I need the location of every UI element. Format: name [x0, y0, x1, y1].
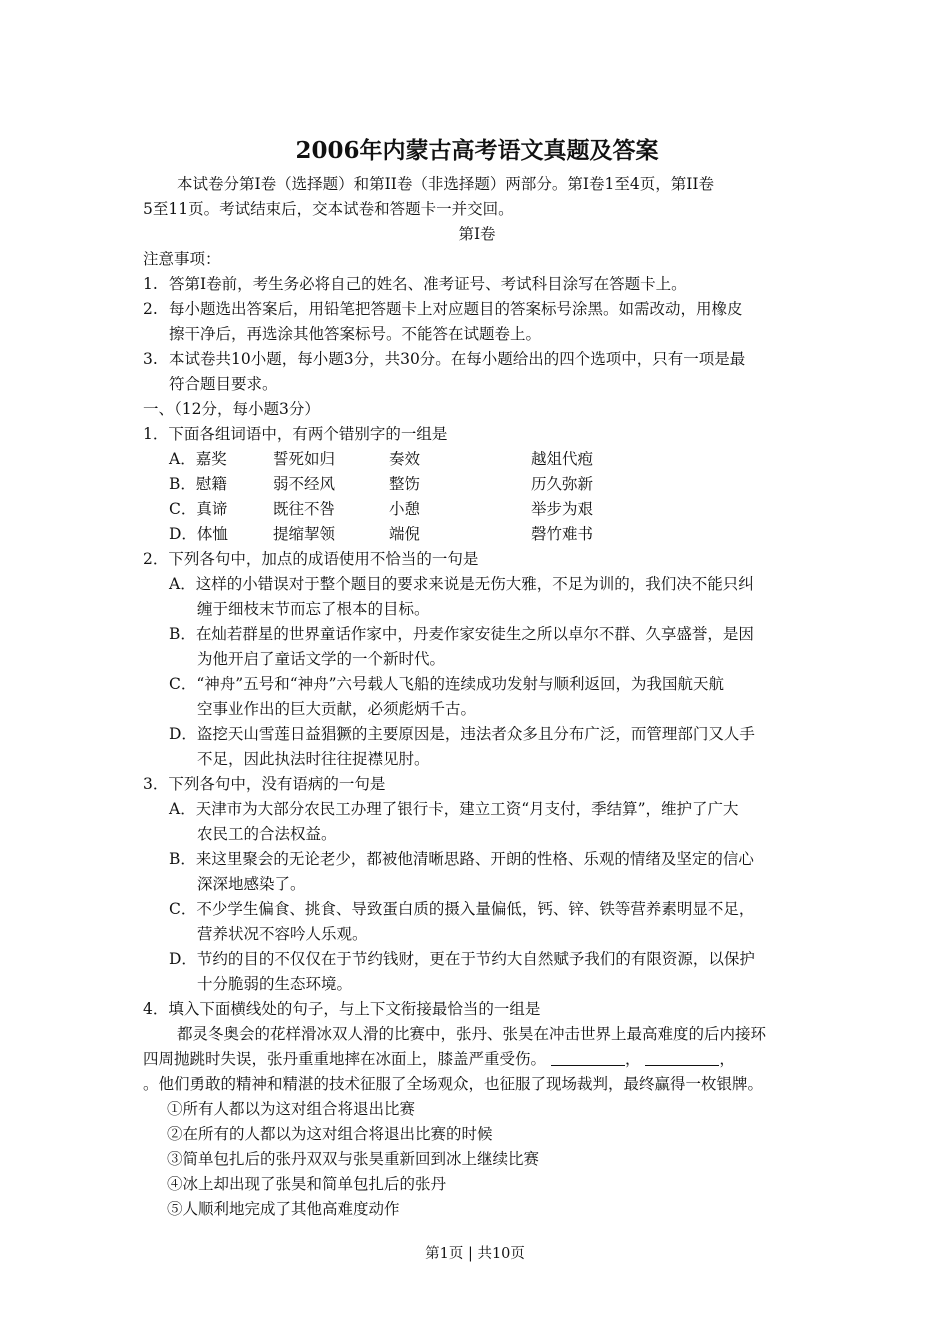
question-3-option-b: B．来这里聚会的无论老少，都被他清晰思路、开朗的性格、乐观的情绪及坚定的信心 深深地感染了。	[169, 850, 754, 893]
notice-heading: 注意事项：	[143, 250, 221, 268]
page-content	[143, 134, 811, 1222]
question-1-option-c: C．真谛 既往不咎 小憩 举步为艰	[169, 500, 594, 518]
question-3-option-c: C．不少学生偏食、挑食、导致蛋白质的摄入量偏低，钙、锌、铁等营养素明显不足， 营养状况不容吟人乐观。	[169, 900, 755, 943]
question-4-sentence: ⑤人顺利地完成了其他高难度动作	[167, 1200, 400, 1218]
answer-blank	[645, 1049, 719, 1066]
section-title: 第I卷	[458, 225, 496, 243]
question-3-stem: 3．下列各句中，没有语病的一句是	[143, 775, 386, 793]
answer-blank	[551, 1049, 625, 1066]
part-one-heading: 一、（12分，每小题3分）	[143, 400, 320, 418]
question-4-passage-line-3: 。他们勇敢的精神和精湛的技术征服了全场观众，也征服了现场裁判，最终赢得一枚银牌。	[143, 1075, 764, 1093]
question-4-sentence: ①所有人都以为这对组合将退出比赛	[167, 1100, 416, 1118]
notice-item	[143, 272, 811, 297]
intro-line-1: 本试卷分第I卷（选择题）和第II卷（非选择题）两部分。第I卷1至4页，第II卷	[177, 175, 714, 193]
question-4-sentence: ④冰上却出现了张昊和简单包扎后的张丹	[167, 1175, 447, 1193]
question-4-sentence: ②在所有的人都以为这对组合将退出比赛的时候	[167, 1125, 493, 1143]
page-title: 2006年内蒙古高考语文真题及答案	[295, 137, 659, 164]
notice-item-number: 2.	[143, 300, 158, 318]
notice-item-number: 1.	[143, 275, 158, 293]
question-4-passage-line-1: 都灵冬奥会的花样滑冰双人滑的比赛中，张丹、张昊在冲击世界上最高难度的后内接环	[177, 1025, 767, 1043]
question-4-stem: 4．填入下面横线处的句子，与上下文衔接最恰当的一组是	[143, 1000, 541, 1018]
notice-item-text: 符合题目要求。	[169, 375, 278, 393]
notice-item	[143, 347, 811, 397]
notice-item-text: 本试卷共10小题，每小题3分，共30分。在每小题给出的四个选项中，只有一项是最	[169, 350, 746, 368]
question-2-option-d: D．盗挖天山雪莲日益猖獗的主要原因是，违法者众多且分布广泛，而管理部门又人手 不足，因此执法时往往捉襟见肘。	[169, 725, 755, 768]
question-4-sentence: ③简单包扎后的张丹双双与张昊重新回到冰上继续比赛	[167, 1150, 540, 1168]
question-1-option-b: B．慰籍 弱不经风 整饬 历久弥新	[169, 475, 594, 493]
intro-line-2: 5至11页。考试结束后，交本试卷和答题卡一并交回。	[143, 200, 514, 218]
question-2-option-c: C．“神舟”五号和“神舟”六号载人飞船的连续成功发射与顺利返回，为我国航天航 空事业作出的巨大贡献，必须彪炳千古。	[169, 675, 725, 718]
notice-item-text: 擦干净后，再选涂其他答案标号。不能答在试题卷上。	[169, 325, 542, 343]
question-1-stem: 1．下面各组词语中，有两个错别字的一组是	[143, 425, 448, 443]
question-1-option-d: D．体恤 提缩挈领 端倪 磬竹难书	[169, 525, 594, 543]
notice-item	[143, 297, 811, 347]
question-3-option-d: D．节约的目的不仅仅在于节约钱财，更在于节约大自然赋予我们的有限资源，以保护 十分脆弱的生态环境。	[169, 950, 755, 993]
notice-item-number: 3.	[143, 350, 158, 368]
page-footer: 第1页 | 共10页	[425, 1246, 525, 1262]
question-4-passage-line-2: 四周抛跳时失误，张丹重重地摔在冰面上，膝盖严重受伤。 ， ，	[143, 1050, 735, 1068]
notice-item-text: 答第I卷前，考生务必将自己的姓名、准考证号、考试科目涂写在答题卡上。	[169, 275, 687, 293]
question-1-option-a: A．嘉奖 誓死如归 奏效 越俎代疱	[169, 450, 594, 468]
notice-item-text: 每小题选出答案后，用铅笔把答题卡上对应题目的答案标号涂黑。如需改动，用橡皮	[169, 300, 743, 318]
question-2-option-a: A．这样的小错误对于整个题目的要求来说是无伤大雅，不足为训的，我们决不能只纠 缠于细枝末节而忘了根本的目标。	[169, 575, 754, 618]
question-2-stem: 2．下列各句中，加点的成语使用不恰当的一句是	[143, 550, 479, 568]
question-3-option-a: A．天津市为大部分农民工办理了银行卡，建立工资“月支付，季结算”，维护了广大 农民工的合法权益。	[169, 800, 739, 843]
question-2-option-b: B．在灿若群星的世界童话作家中，丹麦作家安徒生之所以卓尔不群、久享盛誉，是因 为他开启了童话文学的一个新时代。	[169, 625, 754, 668]
